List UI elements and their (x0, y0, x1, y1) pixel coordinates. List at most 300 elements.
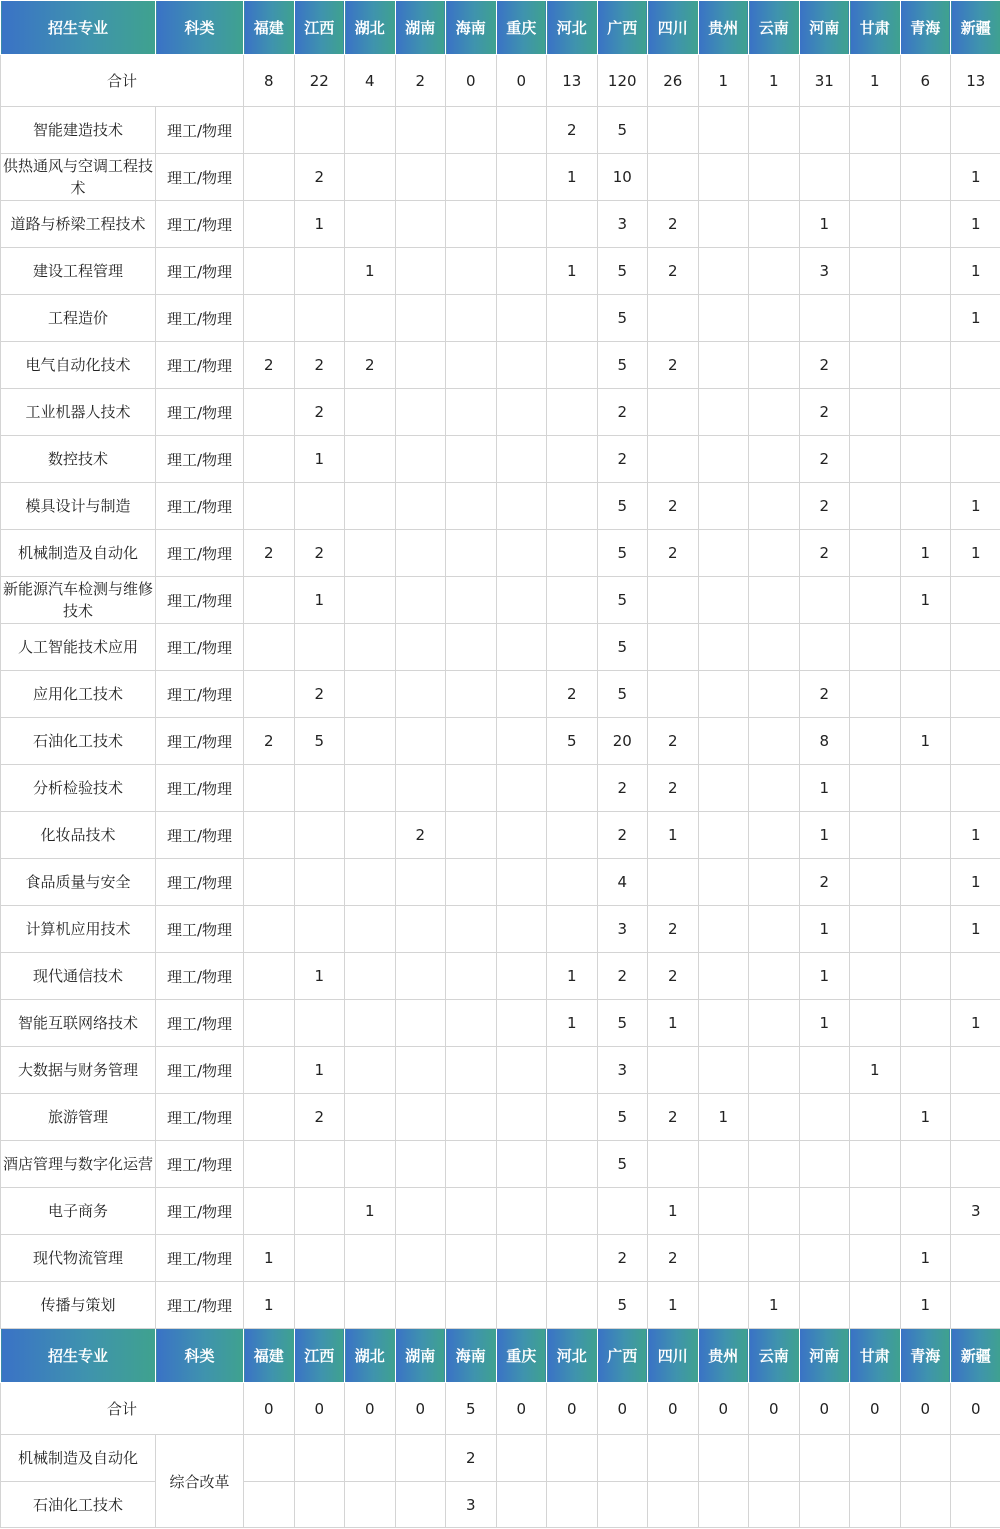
quota-cell: 2 (597, 436, 648, 483)
quota-cell (547, 1235, 598, 1282)
quota-cell: 1 (900, 530, 951, 577)
quota-cell: 1 (244, 1235, 295, 1282)
quota-cell (395, 483, 446, 530)
quota-cell (850, 389, 901, 436)
quota-cell (345, 859, 396, 906)
category-cell: 理工/物理 (156, 671, 244, 718)
quota-cell (446, 1000, 497, 1047)
total-cell: 22 (294, 55, 345, 107)
quota-cell: 5 (597, 1094, 648, 1141)
quota-cell: 1 (648, 1282, 699, 1329)
total-cell: 6 (900, 55, 951, 107)
quota-cell: 2 (799, 530, 850, 577)
quota-cell (345, 671, 396, 718)
quota-cell (446, 624, 497, 671)
quota-cell (951, 624, 1000, 671)
quota-cell: 5 (597, 530, 648, 577)
category-cell: 综合改革 (156, 1435, 244, 1528)
quota-cell: 2 (648, 248, 699, 295)
header-province: 广西 (597, 1, 648, 55)
quota-cell (547, 530, 598, 577)
quota-cell (900, 624, 951, 671)
table-row (1, 765, 1000, 812)
quota-cell: 1 (547, 154, 598, 201)
quota-cell: 1 (294, 201, 345, 248)
major-cell: 旅游管理 (1, 1094, 156, 1141)
quota-cell: 2 (648, 1235, 699, 1282)
quota-cell (395, 154, 446, 201)
quota-cell (496, 859, 547, 906)
quota-cell: 2 (799, 389, 850, 436)
quota-cell: 1 (951, 812, 1000, 859)
quota-cell (547, 201, 598, 248)
quota-cell (446, 295, 497, 342)
quota-cell (951, 1141, 1000, 1188)
quota-cell (749, 1435, 800, 1482)
quota-cell (850, 154, 901, 201)
quota-cell: 1 (547, 248, 598, 295)
quota-cell: 2 (648, 953, 699, 1000)
quota-cell (749, 1141, 800, 1188)
major-cell: 数控技术 (1, 436, 156, 483)
total-cell: 0 (496, 1383, 547, 1435)
quota-cell (698, 342, 749, 389)
table-row (1, 342, 1000, 389)
total-cell: 0 (850, 1383, 901, 1435)
quota-cell (900, 107, 951, 154)
quota-cell (698, 1000, 749, 1047)
quota-cell (648, 671, 699, 718)
quota-cell (244, 483, 295, 530)
total-cell: 8 (244, 55, 295, 107)
category-cell: 理工/物理 (156, 389, 244, 436)
quota-cell (395, 718, 446, 765)
category-cell: 理工/物理 (156, 577, 244, 624)
quota-cell (749, 530, 800, 577)
quota-cell: 5 (597, 248, 648, 295)
header-province: 福建 (244, 1, 295, 55)
quota-cell (547, 1094, 598, 1141)
quota-cell: 2 (597, 765, 648, 812)
major-cell: 电子商务 (1, 1188, 156, 1235)
quota-cell (900, 1000, 951, 1047)
header-province: 贵州 (698, 1, 749, 55)
quota-cell (900, 671, 951, 718)
quota-cell: 5 (597, 577, 648, 624)
quota-cell (749, 248, 800, 295)
table-row (1, 1435, 1000, 1482)
quota-cell (547, 295, 598, 342)
table-row (1, 718, 1000, 765)
quota-cell: 2 (799, 671, 850, 718)
quota-cell (749, 436, 800, 483)
quota-cell (900, 859, 951, 906)
table-row (1, 1188, 1000, 1235)
quota-cell (799, 1047, 850, 1094)
quota-cell (648, 295, 699, 342)
header-province: 河北 (547, 1, 598, 55)
quota-cell (446, 1282, 497, 1329)
quota-cell (900, 1435, 951, 1482)
header-province: 广西 (597, 1329, 648, 1383)
quota-cell (244, 671, 295, 718)
quota-cell: 1 (951, 248, 1000, 295)
table-row (1, 248, 1000, 295)
quota-cell (850, 436, 901, 483)
quota-cell (395, 107, 446, 154)
quota-cell: 2 (597, 389, 648, 436)
total-cell: 26 (648, 55, 699, 107)
quota-cell (395, 1235, 446, 1282)
quota-cell (294, 1282, 345, 1329)
quota-cell (496, 389, 547, 436)
quota-cell (395, 577, 446, 624)
quota-cell: 1 (294, 953, 345, 1000)
quota-cell (951, 671, 1000, 718)
quota-cell: 3 (597, 906, 648, 953)
quota-cell: 5 (597, 107, 648, 154)
quota-cell (446, 389, 497, 436)
quota-cell (749, 1047, 800, 1094)
quota-cell (547, 1282, 598, 1329)
quota-cell (496, 1000, 547, 1047)
major-cell: 化妆品技术 (1, 812, 156, 859)
quota-cell (900, 248, 951, 295)
quota-cell (496, 1435, 547, 1482)
header-province: 云南 (749, 1329, 800, 1383)
quota-cell (446, 154, 497, 201)
quota-cell (799, 1188, 850, 1235)
major-cell: 分析检验技术 (1, 765, 156, 812)
quota-cell: 1 (900, 1235, 951, 1282)
quota-cell (749, 812, 800, 859)
quota-cell: 20 (597, 718, 648, 765)
quota-cell (749, 1188, 800, 1235)
quota-cell (951, 577, 1000, 624)
quota-cell (244, 1435, 295, 1482)
quota-cell (951, 389, 1000, 436)
quota-cell (850, 530, 901, 577)
quota-cell: 5 (597, 1282, 648, 1329)
quota-cell: 2 (648, 530, 699, 577)
quota-cell: 5 (597, 624, 648, 671)
quota-cell (698, 1435, 749, 1482)
quota-cell: 1 (648, 1188, 699, 1235)
quota-cell (698, 577, 749, 624)
section2-header-row (1, 1329, 1000, 1383)
quota-cell (547, 1141, 598, 1188)
category-cell: 理工/物理 (156, 1282, 244, 1329)
quota-cell (446, 718, 497, 765)
category-cell: 理工/物理 (156, 248, 244, 295)
quota-cell (244, 248, 295, 295)
quota-cell (749, 1235, 800, 1282)
quota-cell: 5 (597, 342, 648, 389)
total-cell: 2 (395, 55, 446, 107)
quota-cell (850, 1188, 901, 1235)
quota-cell (496, 436, 547, 483)
quota-cell: 2 (799, 859, 850, 906)
table-row (1, 107, 1000, 154)
quota-cell: 1 (345, 248, 396, 295)
quota-cell: 5 (597, 295, 648, 342)
quota-cell (345, 812, 396, 859)
quota-cell (395, 1282, 446, 1329)
header-province: 湖北 (345, 1329, 396, 1383)
quota-cell (951, 436, 1000, 483)
quota-cell: 2 (294, 154, 345, 201)
header-province: 河北 (547, 1329, 598, 1383)
quota-cell (294, 483, 345, 530)
quota-cell (900, 1047, 951, 1094)
category-cell: 理工/物理 (156, 1188, 244, 1235)
table-row (1, 1482, 1000, 1528)
quota-cell (345, 1282, 396, 1329)
quota-cell (496, 953, 547, 1000)
table-row (1, 906, 1000, 953)
quota-cell (496, 624, 547, 671)
major-cell: 智能建造技术 (1, 107, 156, 154)
quota-cell (446, 201, 497, 248)
quota-cell (698, 201, 749, 248)
table-row (1, 483, 1000, 530)
quota-cell (698, 483, 749, 530)
quota-cell: 5 (294, 718, 345, 765)
quota-cell (345, 624, 396, 671)
total-cell: 5 (446, 1383, 497, 1435)
quota-cell (698, 718, 749, 765)
major-cell: 机械制造及自动化 (1, 1435, 156, 1482)
quota-cell: 5 (597, 671, 648, 718)
quota-cell (345, 1094, 396, 1141)
header-province: 湖南 (395, 1329, 446, 1383)
quota-cell: 2 (244, 342, 295, 389)
quota-cell: 2 (446, 1435, 497, 1482)
quota-cell (850, 483, 901, 530)
quota-cell (850, 248, 901, 295)
quota-cell (648, 436, 699, 483)
major-cell: 模具设计与制造 (1, 483, 156, 530)
category-cell: 理工/物理 (156, 201, 244, 248)
quota-cell: 2 (294, 671, 345, 718)
quota-cell (446, 577, 497, 624)
quota-cell (244, 1188, 295, 1235)
quota-cell (244, 201, 295, 248)
quota-cell (345, 718, 396, 765)
quota-cell (345, 765, 396, 812)
quota-cell (446, 812, 497, 859)
quota-cell: 1 (345, 1188, 396, 1235)
category-cell: 理工/物理 (156, 483, 244, 530)
table-row (1, 436, 1000, 483)
quota-cell (850, 295, 901, 342)
quota-cell: 1 (698, 1094, 749, 1141)
header-province: 海南 (446, 1329, 497, 1383)
quota-cell (648, 624, 699, 671)
quota-cell (648, 1047, 699, 1094)
quota-cell (850, 201, 901, 248)
quota-cell (749, 295, 800, 342)
total-cell: 0 (597, 1383, 648, 1435)
quota-cell (244, 1000, 295, 1047)
quota-cell: 2 (648, 483, 699, 530)
quota-cell: 2 (648, 718, 699, 765)
quota-cell: 1 (648, 1000, 699, 1047)
quota-cell (900, 389, 951, 436)
quota-cell (496, 154, 547, 201)
quota-cell: 5 (597, 1000, 648, 1047)
quota-cell: 1 (951, 859, 1000, 906)
quota-cell (900, 1188, 951, 1235)
quota-cell (244, 1094, 295, 1141)
quota-cell (597, 1435, 648, 1482)
quota-cell (496, 530, 547, 577)
major-cell: 供热通风与空调工程技术 (1, 154, 156, 201)
quota-cell (244, 389, 295, 436)
quota-cell (395, 765, 446, 812)
quota-cell: 1 (799, 812, 850, 859)
quota-cell (496, 718, 547, 765)
quota-cell: 2 (547, 107, 598, 154)
major-cell: 新能源汽车检测与维修技术 (1, 577, 156, 624)
header-province: 湖北 (345, 1, 396, 55)
quota-cell (749, 718, 800, 765)
quota-cell (294, 1482, 345, 1528)
quota-cell: 3 (799, 248, 850, 295)
total-cell: 1 (698, 55, 749, 107)
quota-cell (294, 1235, 345, 1282)
quota-cell (698, 530, 749, 577)
major-cell: 大数据与财务管理 (1, 1047, 156, 1094)
quota-cell: 2 (294, 1094, 345, 1141)
quota-cell: 2 (597, 953, 648, 1000)
quota-cell: 4 (597, 859, 648, 906)
quota-cell (294, 765, 345, 812)
category-cell: 理工/物理 (156, 624, 244, 671)
major-cell: 计算机应用技术 (1, 906, 156, 953)
quota-cell (446, 859, 497, 906)
quota-cell (951, 1435, 1000, 1482)
category-cell: 理工/物理 (156, 718, 244, 765)
quota-cell (698, 1188, 749, 1235)
quota-cell: 1 (547, 1000, 598, 1047)
quota-cell (547, 483, 598, 530)
table-row (1, 1047, 1000, 1094)
header-province: 新疆 (951, 1, 1000, 55)
quota-cell (294, 906, 345, 953)
quota-cell (496, 1282, 547, 1329)
quota-cell (850, 1094, 901, 1141)
major-cell: 现代通信技术 (1, 953, 156, 1000)
category-cell: 理工/物理 (156, 436, 244, 483)
quota-cell (446, 906, 497, 953)
quota-cell (547, 342, 598, 389)
quota-cell (799, 107, 850, 154)
quota-cell (749, 906, 800, 953)
quota-cell (395, 1188, 446, 1235)
total-cell: 0 (698, 1383, 749, 1435)
quota-cell (395, 530, 446, 577)
quota-cell (799, 1094, 850, 1141)
quota-cell (547, 577, 598, 624)
quota-cell (900, 295, 951, 342)
quota-cell (850, 671, 901, 718)
total-cell: 0 (244, 1383, 295, 1435)
quota-cell (345, 154, 396, 201)
quota-cell (294, 812, 345, 859)
quota-cell (850, 812, 901, 859)
table-row (1, 1235, 1000, 1282)
quota-cell: 1 (850, 1047, 901, 1094)
quota-cell: 1 (244, 1282, 295, 1329)
quota-cell (648, 859, 699, 906)
quota-cell (850, 624, 901, 671)
quota-cell (648, 154, 699, 201)
major-cell: 工程造价 (1, 295, 156, 342)
quota-cell (294, 1188, 345, 1235)
quota-cell (294, 295, 345, 342)
header-province: 新疆 (951, 1329, 1000, 1383)
header-major: 招生专业 (1, 1329, 156, 1383)
quota-cell: 3 (597, 201, 648, 248)
table-row (1, 530, 1000, 577)
quota-cell: 1 (648, 812, 699, 859)
total-cell: 0 (345, 1383, 396, 1435)
header-province: 湖南 (395, 1, 446, 55)
category-cell: 理工/物理 (156, 1000, 244, 1047)
quota-cell: 1 (294, 577, 345, 624)
quota-cell (244, 577, 295, 624)
category-cell: 理工/物理 (156, 530, 244, 577)
header-province: 江西 (294, 1329, 345, 1383)
quota-cell (749, 483, 800, 530)
major-cell: 食品质量与安全 (1, 859, 156, 906)
major-cell: 石油化工技术 (1, 718, 156, 765)
major-cell: 工业机器人技术 (1, 389, 156, 436)
quota-cell: 1 (799, 765, 850, 812)
category-cell: 理工/物理 (156, 859, 244, 906)
quota-cell: 3 (446, 1482, 497, 1528)
quota-cell: 2 (294, 389, 345, 436)
section1-total-row (1, 55, 1000, 107)
quota-cell (294, 107, 345, 154)
section1-header-row (1, 1, 1000, 55)
table-row (1, 859, 1000, 906)
quota-cell (446, 1235, 497, 1282)
quota-cell (446, 530, 497, 577)
quota-cell (749, 201, 800, 248)
category-cell: 理工/物理 (156, 765, 244, 812)
quota-cell: 2 (648, 765, 699, 812)
quota-cell (244, 436, 295, 483)
total-cell: 0 (446, 55, 497, 107)
header-province: 江西 (294, 1, 345, 55)
quota-cell (345, 389, 396, 436)
quota-cell (850, 765, 901, 812)
quota-cell (698, 154, 749, 201)
header-province: 河南 (799, 1, 850, 55)
quota-cell (698, 389, 749, 436)
quota-cell (951, 342, 1000, 389)
quota-cell (850, 1235, 901, 1282)
major-cell: 建设工程管理 (1, 248, 156, 295)
quota-cell (951, 953, 1000, 1000)
total-cell: 4 (345, 55, 396, 107)
quota-cell (850, 953, 901, 1000)
header-category: 科类 (156, 1, 244, 55)
major-cell: 传播与策划 (1, 1282, 156, 1329)
quota-cell (345, 295, 396, 342)
